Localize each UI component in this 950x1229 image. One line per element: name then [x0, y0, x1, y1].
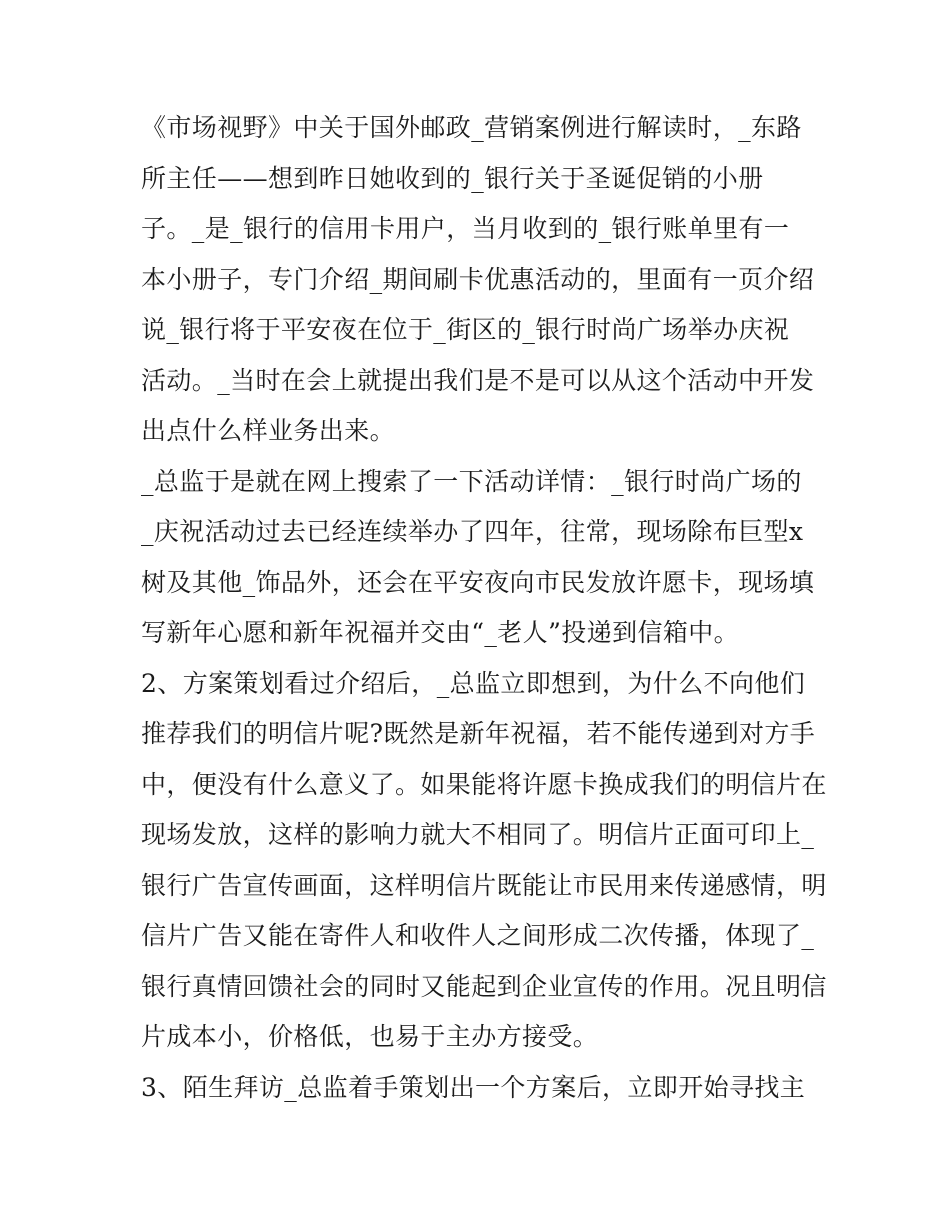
text-line: 活动。_当时在会上就提出我们是不是可以从这个活动中开发 — [141, 365, 815, 395]
text-line: 信片广告又能在寄件人和收件人之间形成二次传播，体现了_ — [141, 921, 815, 950]
text-line: _庆祝活动过去已经连续举办了四年，往常，现场除布巨型x — [141, 517, 804, 546]
text-line: 子。_是_银行的信用卡用户，当月收到的_银行账单里有一 — [141, 214, 790, 243]
text-line: 出点什么样业务出来。 — [141, 416, 396, 445]
paragraph-visit — [141, 1063, 821, 1114]
paragraph-plan — [141, 659, 827, 1063]
text-line: 《市场视野》中关于国外邮政_营销案例进行解读时，_东路 — [141, 113, 802, 142]
text-line: 写新年心愿和新年祝福并交由“_老人”投递到信箱中。 — [141, 618, 740, 647]
text-line: _总监于是就在网上搜索了一下活动详情：_银行时尚广场的 — [141, 466, 802, 496]
text-line: 现场发放，这样的影响力就大不相同了。明信片正面可印上_ — [141, 820, 815, 849]
text-line: 2、方案策划看过介绍后，_总监立即想到，为什么不向他们 — [141, 668, 806, 698]
text-line: 银行广告宣传画面，这样明信片既能让市民用来传递感情，明 — [141, 870, 827, 900]
text-line: 中，便没有什么意义了。如果能将许愿卡换成我们的明信片在 — [141, 769, 827, 799]
document-body — [141, 103, 827, 1113]
text-line: 本小册子，专门介绍_期间刷卡优惠活动的，里面有一页介绍 — [141, 264, 815, 294]
text-line: 片成本小，价格低，也易于主办方接受。 — [141, 1022, 599, 1051]
text-line: 树及其他_饰品外，还会在平安夜向市民发放许愿卡，现场填 — [141, 567, 815, 597]
text-line: 银行真情回馈社会的同时又能起到企业宣传的作用。况且明信 — [141, 971, 827, 1001]
text-line: 说_银行将于平安夜在位于_街区的_银行时尚广场举办庆祝 — [141, 315, 790, 344]
text-line: 3、陌生拜访_总监着手策划出一个方案后，立即开始寻找主 — [141, 1072, 806, 1102]
text-line: 推荐我们的明信片呢?既然是新年祝福，若不能传递到对方手 — [141, 719, 816, 748]
paragraph-intro — [141, 103, 821, 457]
text-line: 所主任——想到昨日她收到的_银行关于圣诞促销的小册 — [141, 163, 764, 193]
paragraph-activity-details — [141, 457, 821, 659]
